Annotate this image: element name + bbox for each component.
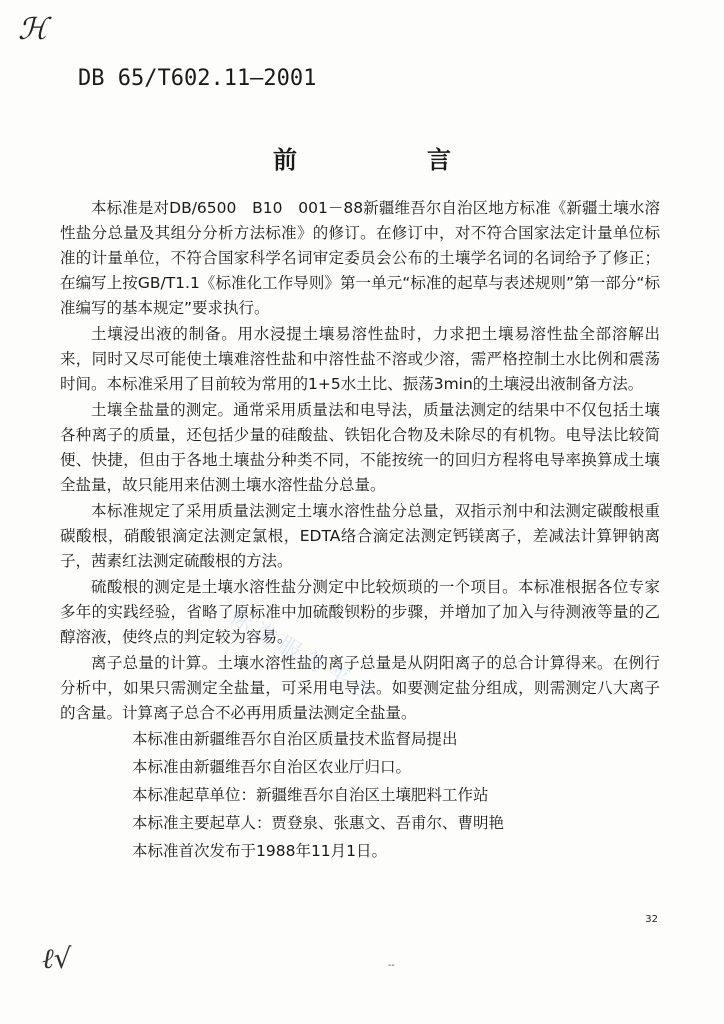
drafters-line: 本标准主要起草人：贾登泉、张惠文、吾甫尔、曹明艳 bbox=[132, 814, 505, 832]
handwritten-bottom-mark: ℓ√ bbox=[42, 942, 72, 975]
document-body bbox=[60, 196, 660, 867]
drafting-unit-line: 本标准起草单位：新疆维吾尔自治区土壤肥料工作站 bbox=[132, 786, 489, 804]
paragraph-methods: 本标准规定了采用质量法测定土壤水溶性盐分总量，双指示剂中和法测定碳酸根重碳酸根，硝酸银滴定法测定氯根，EDTA络合滴定法测定钙镁离子，差减法计算钾钠离子，茜素红法测定硫酸根的方法。 bbox=[60, 502, 660, 570]
page-title: 前言 bbox=[273, 146, 581, 174]
document-code: DB 65/T602.11—2001 bbox=[78, 66, 317, 91]
scan-dot-mark: -- bbox=[388, 960, 395, 971]
handwritten-corner-mark: ℋ bbox=[18, 12, 48, 47]
paragraph-ion-total: 离子总量的计算。土壤水溶性盐的离子总量是从阴阳离子的总合计算得来。在例行分析中，如果只需测定全盐量，可采用电导法。如要测定盐分组成，则需测定八大离子的含量。计算离子总合不必再用质量法测定全盐量。 bbox=[60, 654, 660, 722]
administrator-line: 本标准由新疆维吾尔自治区农业厅归口。 bbox=[132, 758, 412, 776]
paragraph-extract-preparation: 土壤浸出液的制备。用水浸提土壤易溶性盐时，力求把土壤易溶性盐全部溶解出来，同时又尽可能使土壤难溶性盐和中溶性盐不溶或少溶，需严格控制土水比例和震荡时间。本标准采用了目前较为常用的1+5水土比、振荡3min的土壤浸出液制备方法。 bbox=[60, 325, 660, 393]
first-release-line: 本标准首次发布于1988年11月1日。 bbox=[132, 842, 388, 860]
page-number: 32 bbox=[645, 914, 658, 925]
paragraph-total-salt: 土壤全盐量的测定。通常采用质量法和电导法，质量法测定的结果中不仅包括土壤各种离子的质量，还包括少量的硅酸盐、铁铝化合物及未除尽的有机物。电导法比较简便、快捷，但由于各地土壤盐分种类不同，不能按统一的回归方程将电导率换算成土壤全盐量，故只能用来估测土壤水溶性盐分总量。 bbox=[60, 401, 660, 494]
paragraph-sulfate: 硫酸根的测定是土壤水溶性盐分测定中比较烦琐的一个项目。本标准根据各位专家多年的实践经验，省略了原标准中加硫酸钡粉的步骤，并增加了加入与待测液等量的乙醇溶液，使终点的判定较为容易。 bbox=[60, 578, 660, 646]
proposer-line: 本标准由新疆维吾尔自治区质量技术监督局提出 bbox=[132, 730, 458, 748]
watermark: 标准服务平台 bbox=[225, 604, 384, 710]
paragraph-revision: 本标准是对DB/6500 B10 001－88新疆维吾尔自治区地方标准《新疆土壤水溶性盐分总量及其组分分析方法标准》的修订。在修订中，对不符合国家法定计量单位标准的计量单位，不符合国家科学名词审定委员会公布的土壤学名词的名词给予了修正；在编写上按GB/T1.1《标准化工作导则》第一单元“标准的起草与表述规则”第一部分“标准编写的基本规定”要求执行。 bbox=[60, 199, 660, 317]
